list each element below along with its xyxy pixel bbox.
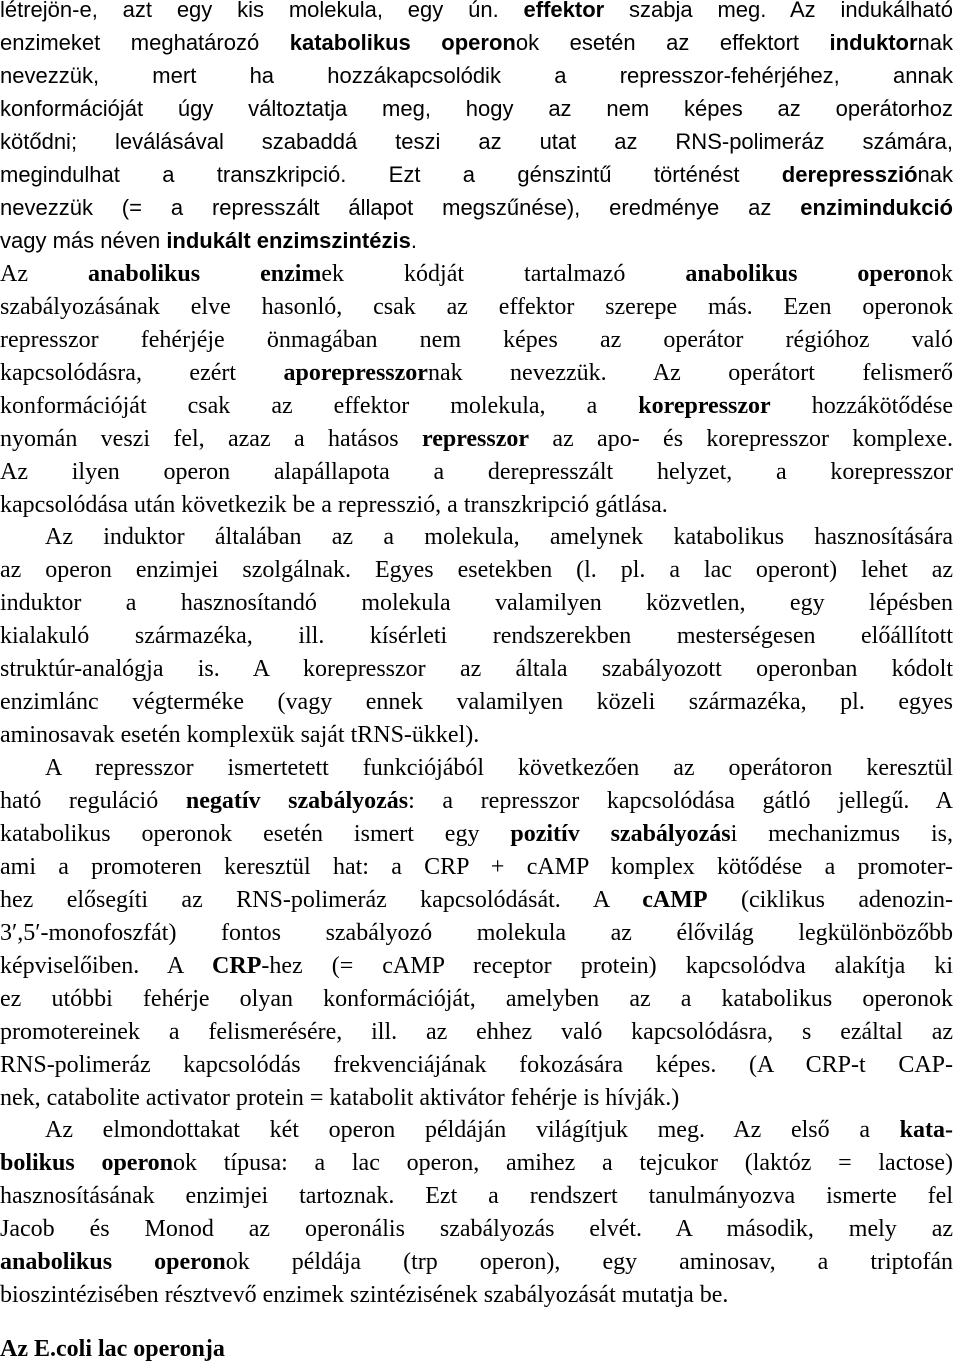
- text-run: megindulhat a transzkripció. Ezt a génszintű történést: [0, 162, 782, 187]
- text-run: Az induktor általában az a molekula, amelynek katabolikus hasznosítására: [45, 524, 953, 550]
- text-run: ez utóbbi fehérje olyan konformációját, amelyben az a katabolikus operonok: [0, 986, 953, 1012]
- text-line: [0, 1082, 953, 1114]
- text-run: represszor fehérjéje önmagában nem képes az operátor régióhoz való: [0, 327, 953, 353]
- text-run: szabályozásának elve hasonló, csak az effektor szerepe más. Ezen operonok: [0, 294, 953, 320]
- text-line: [0, 489, 953, 521]
- text-run: kapcsolódásra, ezért: [0, 360, 284, 386]
- text-run: : a represszor kapcsolódása gátló jellegű. A: [408, 788, 953, 814]
- text-run: Jacob és Monod az operonális szabályozás elvét. A második, mely az: [0, 1216, 953, 1242]
- text-run: létrejön-e, azt egy kis molekula, egy ún.: [0, 0, 524, 22]
- text-run: ek kódját tartalmazó: [321, 261, 686, 287]
- text-line: [0, 587, 953, 619]
- text-run: nek, catabolite activator protein = katabolit aktivátor fehérje is hívják.): [0, 1085, 680, 1111]
- text-run: az apo- és korepresszor komplexe.: [529, 426, 953, 452]
- text-line: [0, 653, 953, 685]
- text-run: induktor a hasznosítandó molekula valamilyen közvetlen, egy lépésben: [0, 590, 953, 616]
- text-run: vagy más néven: [0, 228, 167, 253]
- text-run: kapcsolódása után következik be a represszió, a transzkripció gátlása.: [0, 492, 668, 518]
- text-line: [0, 1213, 953, 1245]
- text-line: [0, 456, 953, 488]
- text-run: Az: [0, 261, 88, 287]
- text-run: nevezzük, mert ha hozzákapcsolódik a represszor-fehérjéhez, annak: [0, 63, 953, 88]
- bold-term: effektor: [523, 0, 605, 22]
- text-line: [0, 357, 953, 389]
- bold-term: aporepresszor: [283, 360, 428, 386]
- text-line: [0, 27, 953, 59]
- bold-term: represszor: [421, 426, 530, 452]
- text-line: [0, 291, 953, 323]
- text-run: Az elmondottakat két operon példáján világítjuk meg. Az első a: [45, 1117, 900, 1143]
- text-line: [0, 390, 953, 422]
- text-run: hozzákötődése: [770, 393, 953, 419]
- text-run: hasznosításának enzimjei tartoznak. Ezt a rendszert tanulmányozva ismerte fel: [0, 1183, 953, 1209]
- text-line: [0, 93, 953, 125]
- text-run: i mechanizmus is,: [730, 821, 953, 847]
- text-line: [0, 1049, 953, 1081]
- bold-term: derepresszió: [781, 162, 918, 187]
- text-line: [0, 258, 953, 290]
- bold-term: korepresszor: [638, 393, 771, 419]
- text-run: .: [410, 228, 417, 253]
- text-line: [0, 983, 953, 1015]
- text-line: [0, 851, 953, 883]
- text-line: [0, 0, 953, 26]
- text-line: [0, 686, 953, 718]
- text-line: [0, 554, 953, 586]
- text-line: [0, 785, 953, 817]
- text-line: [0, 950, 953, 982]
- text-run: ható reguláció: [0, 788, 186, 814]
- text-line: [0, 423, 953, 455]
- text-line: [0, 60, 953, 92]
- text-run: struktúr-analógja is. A korepresszor az általa szabályozott operonban kódolt: [0, 656, 953, 682]
- bold-term: cAMP: [642, 887, 708, 913]
- bold-term: anabolikus enzim: [88, 261, 322, 287]
- text-run: Az ilyen operon alapállapota a derepresszált helyzet, a korepresszor: [0, 459, 953, 485]
- text-run: katabolikus operonok esetén ismert egy: [0, 821, 511, 847]
- text-run: aminosavak esetén komplexük saját tRNS-ükkel).: [0, 722, 480, 748]
- bold-term: anabolikus operon: [685, 261, 929, 287]
- text-run: 3′,5′-monofoszfát) fontos szabályozó molekula az élővilág legkülönbözőbb: [0, 920, 953, 946]
- text-run: A represszor ismertetett funkciójából következően az operátoron keresztül: [45, 755, 953, 781]
- text-run: nak: [917, 162, 953, 187]
- text-run: enzimeket meghatározó: [0, 30, 290, 55]
- text-line: [0, 719, 953, 751]
- text-run: bioszintézisében résztvevő enzimek szintézisének szabályozását mutatja be.: [0, 1282, 729, 1308]
- text-run: képviselőiben. A: [0, 953, 213, 979]
- bold-term: induktor: [829, 30, 918, 55]
- text-run: ok típusa: a lac operon, amihez a tejcukor (laktóz = lactose): [173, 1150, 953, 1176]
- text-line: [45, 521, 953, 553]
- text-run: enzimlánc végterméke (vagy ennek valamilyen közeli származéka, pl. egyes: [0, 689, 953, 715]
- section-heading: [0, 1333, 953, 1365]
- text-run: ami a promoteren keresztül hat: a CRP + cAMP komplex kötődése a promoter-: [0, 854, 953, 880]
- bold-term: bolikus operon: [0, 1150, 174, 1176]
- bold-term: anabolikus operon: [0, 1249, 226, 1275]
- bold-term: katabolikus operon: [289, 30, 516, 55]
- text-run: (ciklikus adenozin-: [707, 887, 953, 913]
- bold-term: enzimindukció: [800, 195, 953, 220]
- text-run: hez elősegíti az RNS-polimeráz kapcsolódását. A: [0, 887, 643, 913]
- bold-term: negatív szabályozás: [185, 788, 409, 814]
- text-run: -hez (= cAMP receptor protein) kapcsolódva alakítja ki: [261, 953, 954, 979]
- text-run: nyomán veszi fel, azaz a hatásos: [0, 426, 422, 452]
- text-line: [45, 1114, 953, 1146]
- text-run: kialakuló származéka, ill. kísérleti rendszerekben mesterségesen előállított: [0, 623, 953, 649]
- bold-term: Az E.coli lac operonja: [0, 1336, 225, 1362]
- text-line: [0, 159, 953, 191]
- bold-term: indukált enzimszintézis: [166, 228, 411, 253]
- text-line: [45, 752, 953, 784]
- text-run: RNS-polimeráz kapcsolódás frekvenciájának fokozására képes. (A CRP-t CAP-: [0, 1052, 953, 1078]
- text-run: szabja meg. Az indukálható: [604, 0, 953, 22]
- text-line: [0, 1180, 953, 1212]
- text-run: ok esetén az effektort: [515, 30, 830, 55]
- bold-term: kata-: [899, 1117, 953, 1143]
- text-line: [0, 192, 953, 224]
- text-run: konformációját csak az effektor molekula, a: [0, 393, 639, 419]
- text-run: nak nevezzük. Az operátort felismerő: [427, 360, 953, 386]
- text-line: [0, 884, 953, 916]
- text-line: [0, 324, 953, 356]
- text-run: nak: [917, 30, 954, 55]
- text-run: promotereinek a felismerésére, ill. az ehhez való kapcsolódásra, s ezáltal az: [0, 1019, 953, 1045]
- text-line: [0, 620, 953, 652]
- text-line: [0, 1279, 953, 1311]
- text-line: [0, 126, 953, 158]
- text-run: kötődni; leválásával szabaddá teszi az utat az RNS-polimeráz számára,: [0, 129, 953, 154]
- text-run: az operon enzimjei szolgálnak. Egyes esetekben (l. pl. a lac operont) lehet az: [0, 557, 953, 583]
- bold-term: pozitív szabályozás: [510, 821, 731, 847]
- text-line: [0, 1246, 953, 1278]
- bold-term: CRP: [212, 953, 262, 979]
- text-run: ok példája (trp operon), egy aminosav, a triptofán: [225, 1249, 953, 1275]
- text-line: [0, 1147, 953, 1179]
- text-line: [0, 225, 953, 257]
- text-line: [0, 1016, 953, 1048]
- text-line: [0, 917, 953, 949]
- text-run: nevezzük (= a represszált állapot megszűnése), eredménye az: [0, 195, 801, 220]
- text-run: konformációját úgy változtatja meg, hogy az nem képes az operátorhoz: [0, 96, 953, 121]
- text-line: [0, 818, 953, 850]
- text-run: ok: [929, 261, 953, 287]
